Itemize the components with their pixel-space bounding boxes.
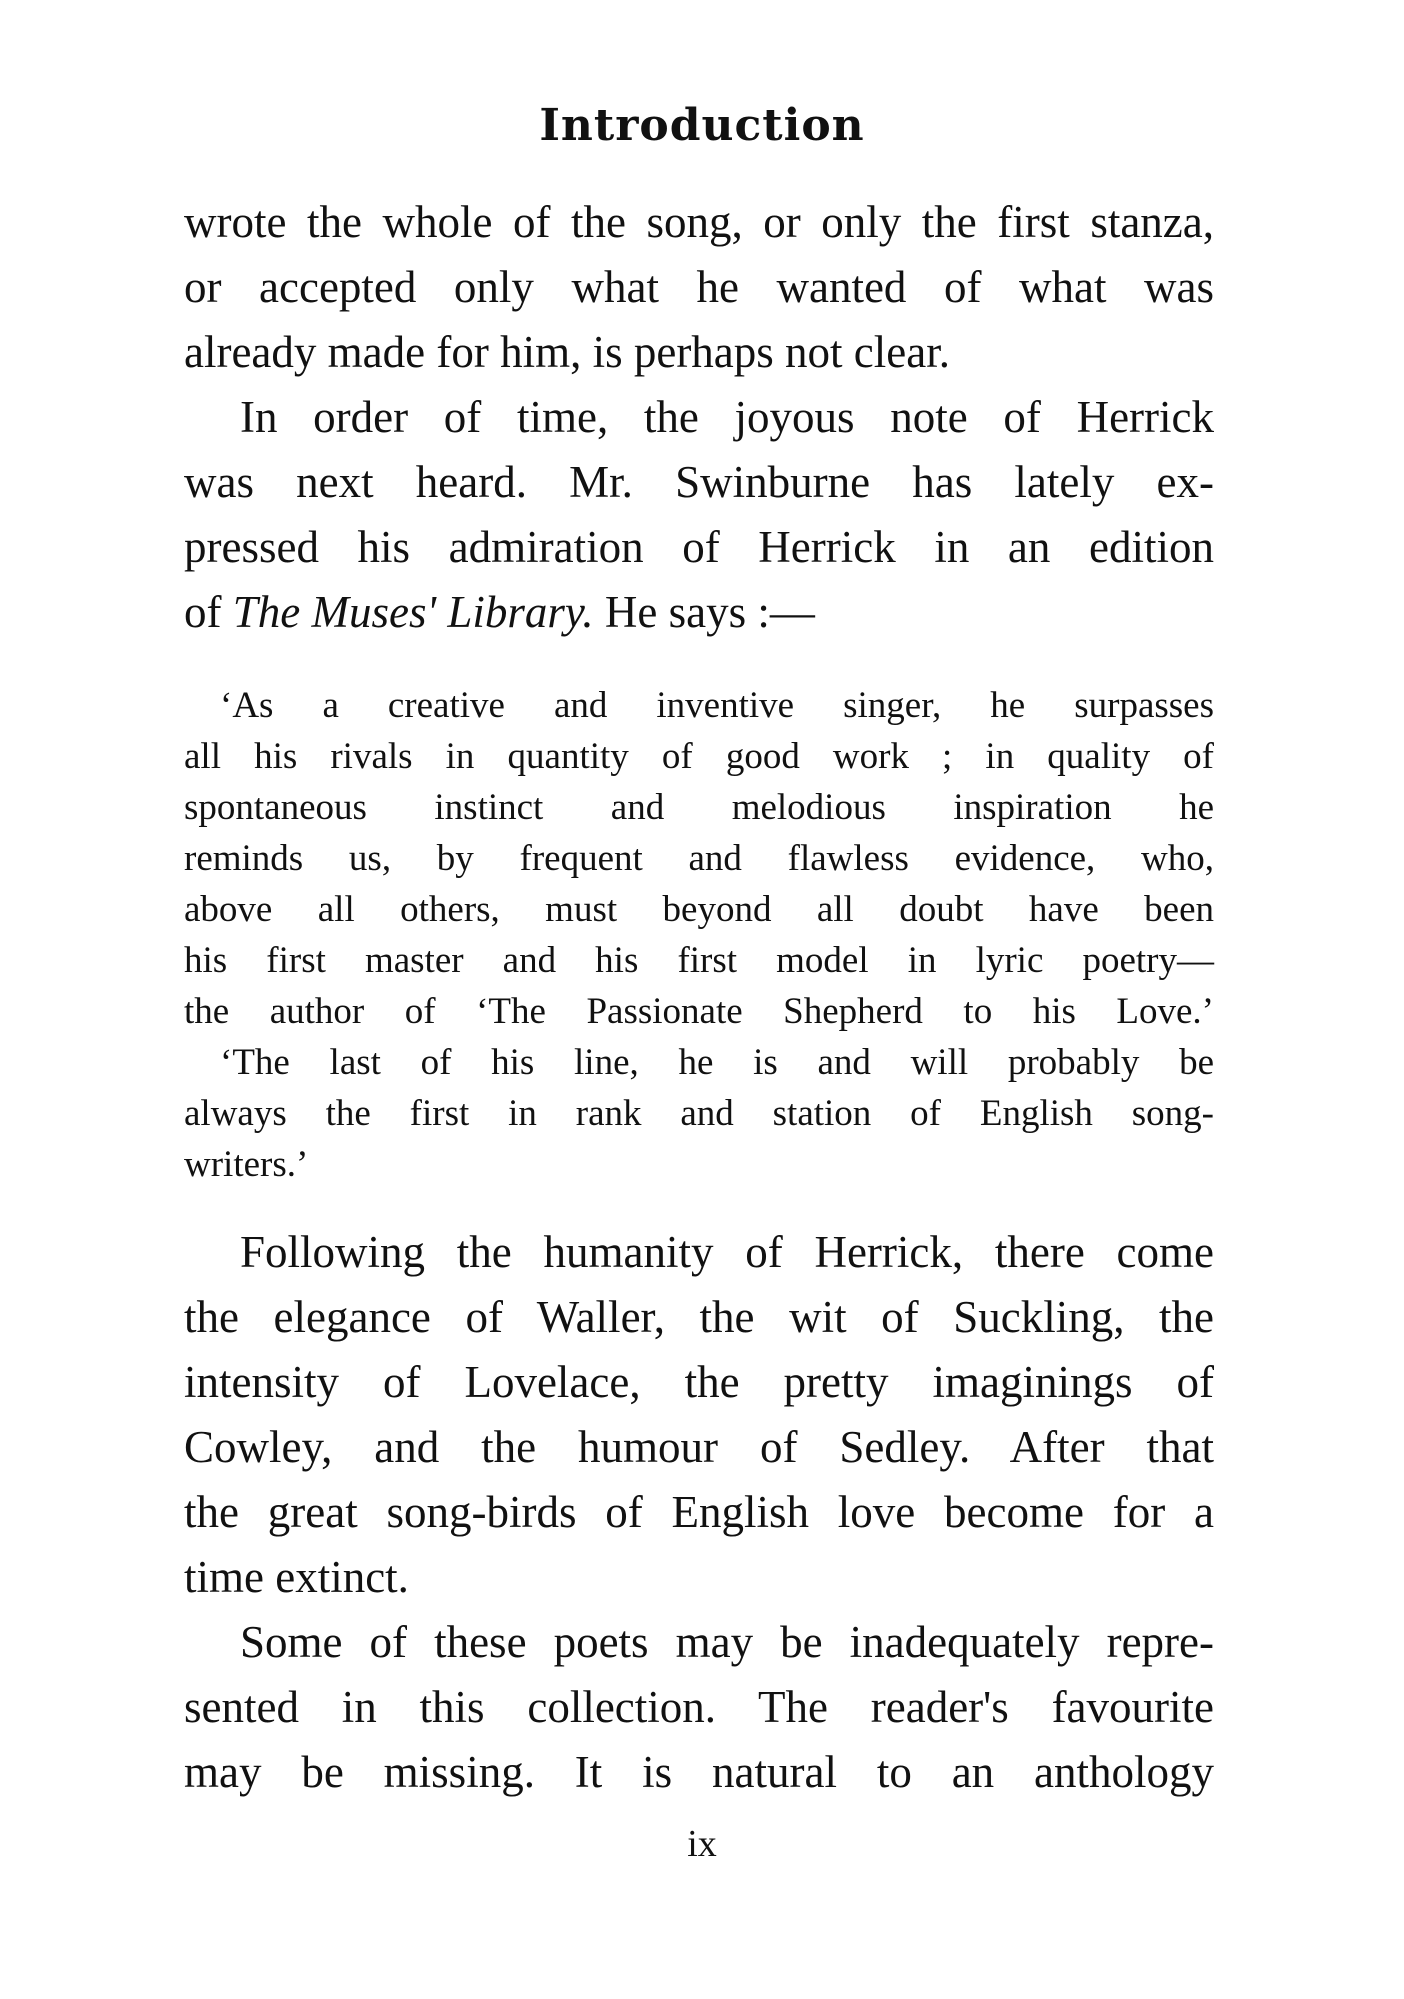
paragraph-collection (184, 1610, 1214, 1805)
text-line: Following the humanity of Herrick, there come (240, 1227, 1214, 1277)
text-line: already made for him, is perhaps not clear. (184, 327, 950, 377)
book-title: The Muses' Library. (232, 587, 594, 637)
paragraph-continuation (184, 190, 1214, 385)
text-line: Cowley, and the humour of Sedley. After that (184, 1422, 1214, 1472)
text-line: may be missing. It is natural to an anthology (184, 1747, 1214, 1797)
text-line: the elegance of Waller, the wit of Suckling, the (184, 1292, 1214, 1342)
text-line: wrote the whole of the song, or only the first stanza, (184, 197, 1214, 247)
text-fragment: He says :— (593, 587, 815, 637)
page-number: ix (687, 1823, 717, 1865)
quote-line: the author of ‘The Passionate Shepherd to his Love.’ (184, 991, 1214, 1032)
quote-line: all his rivals in quantity of good work ; in quality of (184, 736, 1214, 777)
block-quote (184, 680, 1214, 1190)
running-head: Introduction (539, 100, 865, 151)
text-line: was next heard. Mr. Swinburne has lately ex- (184, 457, 1214, 507)
paragraph-herrick (184, 385, 1214, 645)
text-line (184, 580, 1214, 645)
quote-line: writers.’ (184, 1144, 309, 1185)
text-line: Some of these poets may be inadequately repre- (240, 1617, 1214, 1667)
text-fragment: of (184, 587, 233, 637)
text-line: time extinct. (184, 1552, 409, 1602)
quote-line: reminds us, by frequent and flawless evidence, who, (184, 838, 1214, 879)
text-line: In order of time, the joyous note of Herrick (240, 392, 1214, 442)
quote-line: his first master and his first model in lyric poetry— (184, 940, 1214, 981)
paragraph-song-birds (184, 1220, 1214, 1610)
text-line: the great song-birds of English love become for a (184, 1487, 1214, 1537)
quote-line: ‘As a creative and inventive singer, he surpasses (220, 685, 1214, 726)
quote-line: always the first in rank and station of English song- (184, 1093, 1214, 1134)
quote-line: above all others, must beyond all doubt have been (184, 889, 1214, 930)
text-line: sented in this collection. The reader's favourite (184, 1682, 1214, 1732)
text-line: intensity of Lovelace, the pretty imaginings of (184, 1357, 1214, 1407)
quote-line: spontaneous instinct and melodious inspiration he (184, 787, 1214, 828)
text-line: pressed his admiration of Herrick in an edition (184, 522, 1214, 572)
quote-line: ‘The last of his line, he is and will probably be (220, 1042, 1214, 1083)
text-line: or accepted only what he wanted of what was (184, 262, 1214, 312)
